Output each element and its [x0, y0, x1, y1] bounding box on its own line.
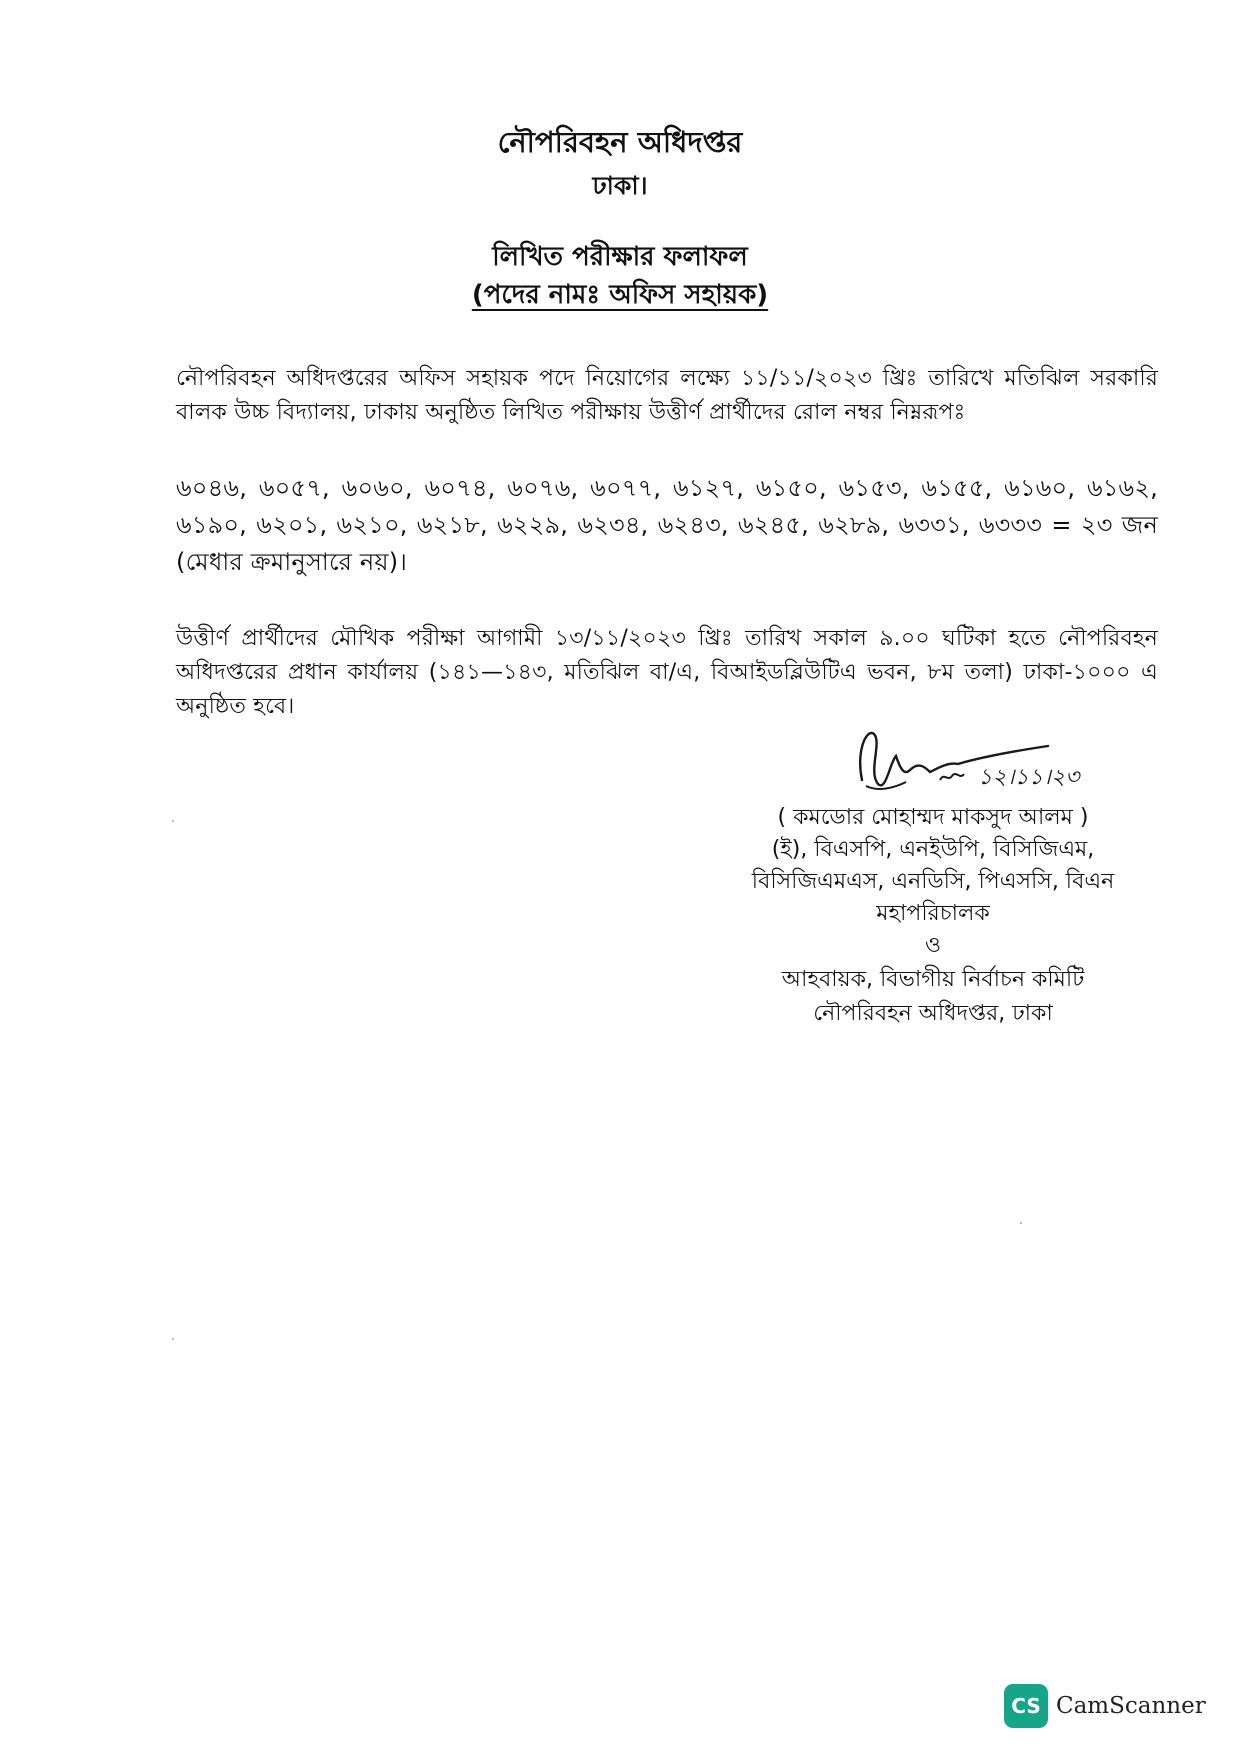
post-name-text: (পদের নামঃ অফিস সহায়ক)	[471, 280, 769, 310]
handwritten-signature	[848, 722, 1108, 812]
signatory-name: ( কমডোর মোহাম্মদ মাকসুদ আলম )	[777, 805, 1089, 830]
camscanner-label: CamScanner	[1056, 1693, 1206, 1719]
roll-number-list: ৬০৪৬, ৬০৫৭, ৬০৬০, ৬০৭৪, ৬০৭৬, ৬০৭৭, ৬১২৭, ৬১৫০, ৬১৫৩, ৬১৫৫, ৬১৬০, ৬১৬২, ৬১৯০, ৬২০১, ৬২১০, ৬২১৮, ৬২২৯, ৬২৩৪, ৬২৪৩, ৬২৪৫, ৬২৮৯, ৬৩৩১, ৬৩৩৩ = ২৩ জন (মেধার ক্রমানুসারে নয়)।	[176, 474, 1158, 576]
scan-speck	[1020, 1222, 1022, 1224]
signatory-degrees-line-2: বিসিজিএমএস, এনডিসি, পিএসসি, বিএন	[751, 869, 1115, 894]
signatory-role: আহবায়ক, বিভাগীয় নির্বাচন কমিটি	[781, 967, 1085, 992]
signature-date: ১২।১১।২৩	[978, 765, 1080, 790]
organization-title: নৌপরিবহন অধিদপ্তর	[497, 125, 743, 159]
viva-notice-paragraph: উত্তীর্ণ প্রার্থীদের মৌখিক পরীক্ষা আগামী ১৩/১১/২০২৩ খ্রিঃ তারিখ সকাল ৯.০০ ঘটিকা হতে নৌপরিবহন অধিদপ্তরের প্রধান কার্যালয় (১৪১—১৪৩, মতিঝিল বা/এ, বিআইডব্লিউটিএ ভবন, ৮ম তলা) ঢাকা-১০০০ এ অনুষ্ঠিত হবে।	[176, 626, 1158, 719]
organization-city: ঢাকা।	[592, 171, 648, 200]
camscanner-logo-icon: CS	[1004, 1684, 1048, 1728]
post-name-heading	[0, 274, 1240, 318]
camscanner-watermark	[1004, 1684, 1206, 1728]
signatory-conjunction: ও	[924, 933, 942, 958]
scan-speck	[172, 820, 174, 822]
scan-speck	[172, 1338, 174, 1340]
signatory-organization: নৌপরিবহন অধিদপ্তর, ঢাকা	[813, 1001, 1053, 1026]
signatory-designation: মহাপরিচালক	[876, 901, 990, 926]
signatory-degrees-line-1: (ই), বিএসপি, এনইউপি, বিসিজিএম,	[771, 837, 1095, 862]
result-title: লিখিত পরীক্ষার ফলাফল	[492, 242, 748, 272]
intro-paragraph: নৌপরিবহন অধিদপ্তরের অফিস সহায়ক পদে নিয়োগের লক্ষ্যে ১১/১১/২০২৩ খ্রিঃ তারিখে মতিঝিল সরকারি বালক উচ্চ বিদ্যালয়, ঢাকায় অনুষ্ঠিত লিখিত পরীক্ষায় উত্তীর্ণ প্রার্থীদের রোল নম্বর নিম্নরূপঃ	[176, 366, 1158, 425]
